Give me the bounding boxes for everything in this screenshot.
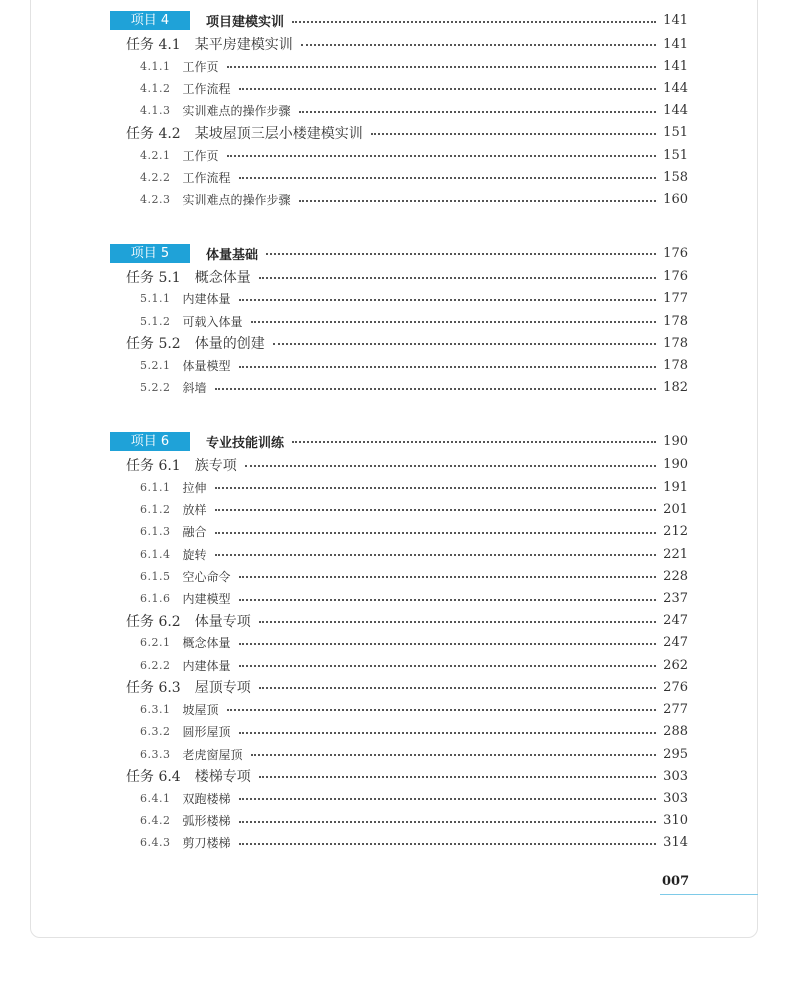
toc-subsection-entry[interactable] <box>110 55 688 77</box>
task-title: 某坡屋顶三层小楼建模实训 <box>194 125 363 142</box>
subsection-title: 体量模型 <box>182 359 231 374</box>
subsection-number: 6.1.5 <box>140 569 171 583</box>
subsection-title: 可载入体量 <box>182 314 243 329</box>
task-title: 屋顶专项 <box>194 680 251 697</box>
subsection-page-number: 201 <box>663 501 688 517</box>
dot-leader <box>227 66 657 68</box>
task-number: 任务 6.4 <box>126 769 181 786</box>
toc-project-entry[interactable] <box>110 241 688 266</box>
subsection-page-number: 182 <box>663 380 688 396</box>
toc-subsection-entry[interactable] <box>110 787 688 809</box>
subsection-number: 6.4.1 <box>140 791 171 805</box>
project-badge: 项目 5 <box>110 244 190 263</box>
toc-subsection-entry[interactable] <box>110 565 688 587</box>
toc-subsection-entry[interactable] <box>110 144 688 166</box>
dot-leader <box>301 44 656 46</box>
toc-subsection-entry[interactable] <box>110 354 688 376</box>
subsection-number: 6.3.3 <box>140 747 171 761</box>
task-page-number: 303 <box>663 768 688 784</box>
toc-subsection-label <box>140 790 231 807</box>
subsection-title: 双跑楼梯 <box>182 791 231 806</box>
toc-task-entry[interactable] <box>110 332 688 354</box>
toc-task-entry[interactable] <box>110 266 688 288</box>
subsection-number: 6.1.3 <box>140 525 171 539</box>
subsection-page-number: 262 <box>663 657 688 673</box>
toc-subsection-entry[interactable] <box>110 77 688 99</box>
task-page-number: 276 <box>663 679 688 695</box>
subsection-page-number: 237 <box>663 591 688 607</box>
dot-leader <box>239 299 657 301</box>
dot-leader <box>259 776 656 778</box>
task-number: 任务 6.1 <box>126 457 181 474</box>
subsection-title: 实训难点的操作步骤 <box>182 193 291 208</box>
dot-leader <box>239 366 657 368</box>
toc-subsection-entry[interactable] <box>110 543 688 565</box>
task-title: 体量的创建 <box>194 336 265 353</box>
project-page-number: 141 <box>663 13 688 28</box>
toc-task-label <box>126 611 251 631</box>
subsection-number: 4.1.1 <box>140 59 171 73</box>
subsection-title: 概念体量 <box>182 636 231 651</box>
toc-subsection-label <box>140 568 231 585</box>
dot-leader <box>273 343 656 345</box>
toc-subsection-entry[interactable] <box>110 654 688 676</box>
toc-project-label <box>110 11 284 30</box>
toc-subsection-label <box>140 102 291 119</box>
task-number: 任务 5.2 <box>126 336 181 353</box>
subsection-title: 圆形屋顶 <box>182 725 231 740</box>
table-of-contents <box>110 8 688 854</box>
dot-leader <box>227 709 657 711</box>
task-page-number: 190 <box>663 457 688 473</box>
subsection-page-number: 141 <box>663 58 688 74</box>
page-number-rule <box>660 894 758 895</box>
toc-subsection-label <box>140 701 219 718</box>
task-title: 某平房建模实训 <box>194 37 293 53</box>
subsection-page-number: 178 <box>663 313 688 329</box>
toc-task-entry[interactable] <box>110 676 688 698</box>
subsection-title: 剪刀楼梯 <box>182 836 231 851</box>
subsection-title: 工作页 <box>182 59 219 74</box>
subsection-number: 4.2.1 <box>140 148 171 162</box>
toc-subsection-label <box>140 590 231 607</box>
project-page-number: 176 <box>663 245 688 261</box>
toc-task-entry[interactable] <box>110 122 688 144</box>
subsection-number: 6.3.1 <box>140 702 171 716</box>
toc-task-label <box>126 123 363 143</box>
dot-leader <box>215 487 657 489</box>
task-number: 任务 4.2 <box>126 125 181 142</box>
toc-subsection-label <box>140 479 207 496</box>
toc-task-label <box>126 267 251 287</box>
dot-leader <box>371 133 656 135</box>
project-title: 专业技能训练 <box>206 435 285 451</box>
toc-subsection-label <box>140 191 291 208</box>
subsection-page-number: 177 <box>663 291 688 307</box>
dot-leader <box>251 321 657 323</box>
subsection-title: 内建模型 <box>182 592 231 607</box>
subsection-title: 弧形楼梯 <box>182 814 231 829</box>
toc-subsection-label <box>140 634 231 651</box>
subsection-number: 6.4.3 <box>140 836 171 850</box>
toc-subsection-label <box>140 501 207 518</box>
toc-task-entry[interactable] <box>110 454 688 476</box>
toc-task-entry[interactable] <box>110 765 688 787</box>
subsection-title: 放样 <box>182 502 207 517</box>
task-page-number: 151 <box>663 125 688 141</box>
toc-subsection-entry[interactable] <box>110 100 688 122</box>
subsection-number: 4.2.2 <box>140 170 171 184</box>
subsection-title: 空心命令 <box>182 569 231 584</box>
subsection-page-number: 178 <box>663 358 688 374</box>
dot-leader <box>227 155 657 157</box>
toc-subsection-entry[interactable] <box>110 743 688 765</box>
dot-leader <box>239 821 657 823</box>
toc-subsection-entry[interactable] <box>110 832 688 854</box>
toc-subsection-label <box>140 379 207 396</box>
dot-leader <box>259 621 656 623</box>
toc-task-label <box>126 34 293 54</box>
toc-task-label <box>126 766 251 786</box>
subsection-page-number: 144 <box>663 80 688 96</box>
toc-task-entry[interactable] <box>110 610 688 632</box>
task-title: 族专项 <box>194 457 237 474</box>
toc-subsection-label <box>140 290 231 307</box>
task-page-number: 247 <box>663 613 688 629</box>
toc-subsection-label <box>140 723 231 740</box>
task-page-number: 141 <box>663 36 688 52</box>
subsection-number: 4.1.2 <box>140 81 171 95</box>
dot-leader <box>292 21 656 23</box>
project-title: 项目建模实训 <box>206 15 285 30</box>
toc-subsection-entry[interactable] <box>110 698 688 720</box>
subsection-page-number: 144 <box>663 103 688 119</box>
toc-subsection-entry[interactable] <box>110 310 688 332</box>
toc-subsection-label <box>140 313 243 330</box>
subsection-number: 6.2.2 <box>140 658 171 672</box>
subsection-title: 工作流程 <box>182 170 231 185</box>
dot-leader <box>215 532 657 534</box>
task-page-number: 176 <box>663 269 688 285</box>
subsection-number: 6.2.1 <box>140 636 171 650</box>
toc-subsection-label <box>140 80 231 97</box>
toc-task-label <box>126 677 251 697</box>
toc-subsection-entry[interactable] <box>110 476 688 498</box>
subsection-title: 内建体量 <box>182 292 231 307</box>
subsection-page-number: 221 <box>663 546 688 562</box>
project-title: 体量基础 <box>206 247 259 263</box>
subsection-title: 坡屋顶 <box>182 702 219 717</box>
toc-subsection-label <box>140 746 243 763</box>
subsection-title: 拉伸 <box>182 480 207 495</box>
toc-subsection-label <box>140 58 219 75</box>
subsection-page-number: 295 <box>663 746 688 762</box>
subsection-number: 5.2.1 <box>140 359 171 373</box>
project-page-number: 190 <box>663 433 688 449</box>
subsection-title: 工作页 <box>182 148 219 163</box>
subsection-page-number: 303 <box>663 790 688 806</box>
subsection-page-number: 228 <box>663 568 688 584</box>
task-number: 任务 6.3 <box>126 680 181 697</box>
project-badge: 项目 6 <box>110 432 190 451</box>
dot-leader <box>239 177 657 179</box>
toc-subsection-entry[interactable] <box>110 810 688 832</box>
subsection-number: 6.1.6 <box>140 592 171 606</box>
subsection-number: 6.4.2 <box>140 814 171 828</box>
toc-subsection-entry[interactable] <box>110 288 688 310</box>
toc-subsection-entry[interactable] <box>110 521 688 543</box>
toc-task-label <box>126 455 237 475</box>
subsection-page-number: 151 <box>663 147 688 163</box>
subsection-title: 工作流程 <box>182 81 231 96</box>
subsection-title: 斜墙 <box>182 381 207 396</box>
task-number: 任务 5.1 <box>126 269 181 286</box>
dot-leader <box>239 798 657 800</box>
toc-subsection-label <box>140 834 231 851</box>
task-title: 体量专项 <box>194 613 251 630</box>
toc-project-entry[interactable] <box>110 429 688 454</box>
task-page-number: 178 <box>663 335 688 351</box>
subsection-page-number: 310 <box>663 813 688 829</box>
toc-project-label <box>110 244 258 263</box>
toc-subsection-entry[interactable] <box>110 166 688 188</box>
subsection-page-number: 288 <box>663 724 688 740</box>
dot-leader <box>239 576 657 578</box>
toc-subsection-label <box>140 357 231 374</box>
project-badge: 项目 4 <box>110 11 190 30</box>
toc-subsection-entry[interactable] <box>110 377 688 399</box>
task-title: 楼梯专项 <box>194 769 251 786</box>
subsection-number: 5.2.2 <box>140 381 171 395</box>
dot-leader <box>245 465 656 467</box>
dot-leader <box>299 200 657 202</box>
dot-leader <box>266 253 656 255</box>
toc-subsection-label <box>140 657 231 674</box>
toc-subsection-label <box>140 812 231 829</box>
toc-subsection-label <box>140 169 231 186</box>
toc-subsection-entry[interactable] <box>110 587 688 609</box>
toc-subsection-entry[interactable] <box>110 721 688 743</box>
subsection-title: 融合 <box>182 525 207 540</box>
subsection-page-number: 314 <box>663 835 688 851</box>
dot-leader <box>251 754 657 756</box>
subsection-number: 6.3.2 <box>140 725 171 739</box>
toc-task-entry[interactable] <box>110 33 688 55</box>
subsection-page-number: 247 <box>663 635 688 651</box>
dot-leader <box>239 88 657 90</box>
dot-leader <box>239 599 657 601</box>
subsection-title: 旋转 <box>182 547 207 562</box>
subsection-title: 内建体量 <box>182 658 231 673</box>
toc-task-label <box>126 333 265 353</box>
toc-project-entry[interactable] <box>110 8 688 33</box>
subsection-number: 5.1.1 <box>140 292 171 306</box>
subsection-page-number: 160 <box>663 192 688 208</box>
toc-subsection-entry[interactable] <box>110 188 688 210</box>
subsection-number: 4.2.3 <box>140 193 171 207</box>
dot-leader <box>239 843 657 845</box>
dot-leader <box>259 687 656 689</box>
subsection-title: 老虎窗屋顶 <box>182 747 243 762</box>
subsection-number: 6.1.4 <box>140 547 171 561</box>
subsection-number: 5.1.2 <box>140 314 171 328</box>
subsection-page-number: 158 <box>663 169 688 185</box>
toc-subsection-entry[interactable] <box>110 498 688 520</box>
task-number: 任务 4.1 <box>126 37 181 53</box>
task-title: 概念体量 <box>194 269 251 286</box>
dot-leader <box>239 732 657 734</box>
subsection-title: 实训难点的操作步骤 <box>182 104 291 119</box>
dot-leader <box>259 277 656 279</box>
dot-leader <box>215 388 657 390</box>
toc-subsection-entry[interactable] <box>110 632 688 654</box>
subsection-number: 6.1.1 <box>140 480 171 494</box>
task-number: 任务 6.2 <box>126 613 181 630</box>
dot-leader <box>215 554 657 556</box>
dot-leader <box>292 441 656 443</box>
toc-subsection-label <box>140 523 207 540</box>
dot-leader <box>299 111 657 113</box>
toc-project-label <box>110 432 284 451</box>
subsection-number: 4.1.3 <box>140 104 171 118</box>
subsection-page-number: 212 <box>663 524 688 540</box>
subsection-page-number: 277 <box>663 701 688 717</box>
dot-leader <box>215 509 657 511</box>
subsection-page-number: 191 <box>663 479 688 495</box>
page-number: 007 <box>662 874 690 889</box>
dot-leader <box>239 665 657 667</box>
toc-subsection-label <box>140 147 219 164</box>
toc-subsection-label <box>140 546 207 563</box>
dot-leader <box>239 643 657 645</box>
subsection-number: 6.1.2 <box>140 502 171 516</box>
